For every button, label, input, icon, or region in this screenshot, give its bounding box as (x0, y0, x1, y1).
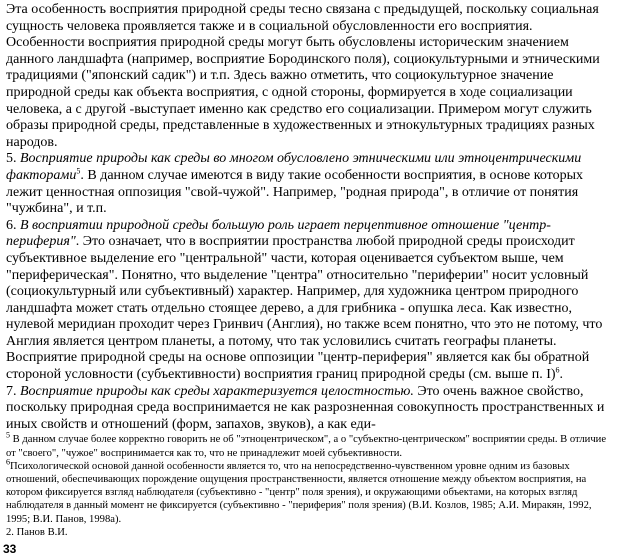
item-5-italic-heading: Восприятие природы как среды во многом обусловлено этническими или этноцентрическими факторами (6, 151, 582, 183)
author-line: 2. Панов В.И. (6, 526, 68, 538)
footnote-6 (6, 457, 614, 526)
item-5-paragraph (6, 151, 614, 217)
item-5-number: 5. (6, 151, 17, 167)
intro-text: Эта особенность восприятия природной среды тесно связана с предыдущей, поскольку социальная сущность человека проявляется также и в социальной обусловленности его восприятия. Особенности восприятия природной среды могут быть обусловлены историческим значением данного ландшафта (например, восприятие Бородинского поля), социокультурными и этническими традициями ("японский садик") и т.п. Здесь важно отметить, что социокультурное значение природной среды как объекта восприятия, с одной стороны, формируется в ходе социализации человека, а с другой -выступает именно как средство его социализации. Примером могут служить образы природной среды, представленные в художественных и этнокультурных традициях разных народов. (6, 2, 600, 150)
item-6-number: 6. (6, 217, 17, 233)
item-6-italic-heading: В восприятии природной среды большую роль играет перцептивное отношение "центр-периферия" (6, 217, 551, 250)
footnote-ref-6[interactable]: 6 (555, 365, 560, 375)
item-7-text: Это очень важное свойство, поскольку природная среда воспринимается не как разрозненная совокупность пространственных и иных свойств и отношений (форм, запахов, звуков), а как еди- (6, 383, 605, 432)
item-6-text: . Это означает, что в восприятии пространства любой природной среды происходит субъективное выделение его "центральной" части, которая оценивается субъектом выше, чем "периферическая". Понятно, что выделение "центра" относительно "периферии" носит условный (социокультурный или субъективный) характер. Например, для художника центром природного ландшафта может стать отдельно стоящее дерево, а для грибника - опушка леса. Как известно, нулевой меридиан проходит через Гринвич (Англия), но также всем понятно, что это не потому, что Англия является центром планеты, а потому, что так условились считать географы планеты. Восприятие природной среды на основе оппозиции "центр-периферия" является как бы обратной стороной условности (субъективности) восприятия границ природной среды (см. выше п. I) (6, 234, 603, 383)
intro-paragraph (6, 2, 614, 151)
item-7-paragraph (6, 384, 614, 434)
item-7-number: 7. (6, 383, 17, 399)
item-7-italic-heading: Восприятие природы как среды характеризуется целостностью. (20, 383, 414, 399)
page-number: 33 (3, 542, 17, 556)
footnote-5-text: В данном случае более корректно говорить не об "этноцентрическом", а о "субъектно-центрическом" восприятии среды. В отличие от "своего", "чужое" воспринимается как то, что не принадлежит моей субъективности. (6, 434, 607, 459)
item-6-end: . (559, 367, 564, 383)
footnote-6-mark: 6 (6, 457, 10, 467)
footnote-ref-5[interactable]: 5 (76, 166, 81, 176)
footnote-6-text: Психологической основой данной особенности является то, что на непосредственно-чувственном уровне одним из базовых отношений, обеспечивающих порождение ощущения пространственности, является отношение между объектом восприятия, на котором фиксируется взгляд наблюдателя (субъективно - "центр" поля зрения), и окружающими объектами, на которых взгляд наблюдателя в данный момент не фиксируется (субъективно - "периферия" поля зрения) (В.И. Козлов, 1985; А.И. Миракян, 1992, 1995; В.И. Панов, 1998а). (6, 460, 592, 525)
item-6-paragraph (6, 218, 614, 384)
item-5-text: . В данном случае имеются в виду такие особенности восприятия, в основе которых лежит ценностная оппозиция "свой-чужой". Например, "родная природа", в отличие от понятия "чужбина", и т.п. (6, 167, 583, 217)
footnote-5-mark: 5 (6, 430, 10, 440)
footnote-5 (6, 430, 614, 459)
